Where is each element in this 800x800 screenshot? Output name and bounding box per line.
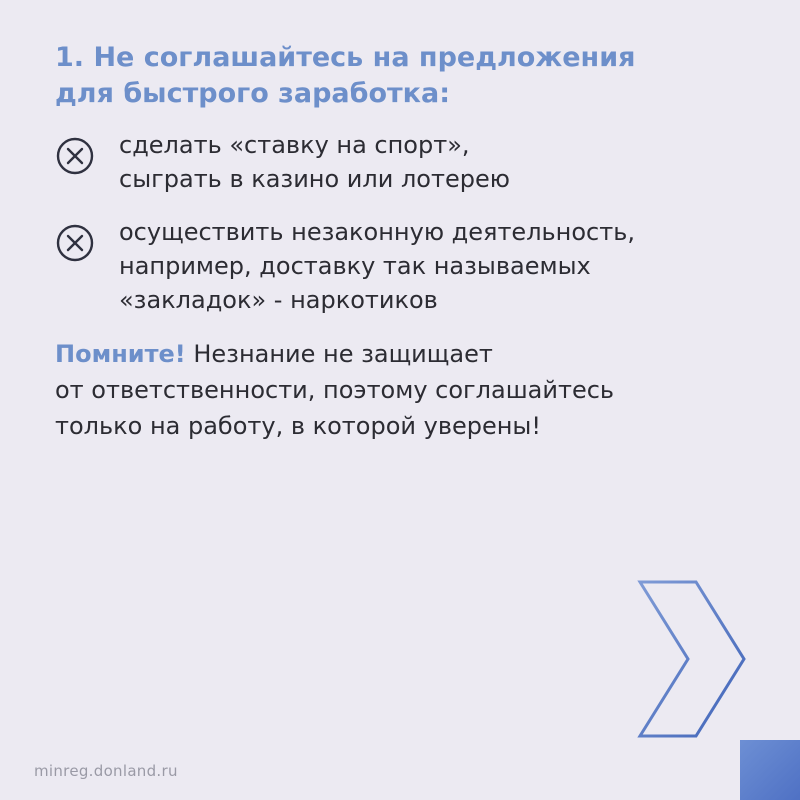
site-url: minreg.donland.ru: [34, 762, 178, 780]
cross-circle-icon: [55, 223, 95, 263]
list-item-text: [119, 215, 635, 317]
list-item: [55, 215, 635, 317]
title-line-1: 1. Не соглашайтесь на предложения: [55, 42, 636, 73]
list-item-line: например, доставку так называемых: [119, 252, 591, 280]
list-item: [55, 128, 510, 196]
note-line-1-rest: Незнание не защищает: [185, 340, 493, 368]
note-line-3: только на работу, в которой уверены!: [55, 412, 541, 440]
list-item-text: [119, 128, 510, 196]
list-item-line: «закладок» - наркотиков: [119, 286, 438, 314]
note-line-2: от ответственности, поэтому соглашайтесь: [55, 376, 615, 404]
title-line-2: для быстрого заработка:: [55, 78, 451, 109]
cross-circle-icon: [55, 136, 95, 176]
list-item-line: сделать «ставку на спорт»,: [119, 131, 470, 159]
note-accent: Помните!: [55, 340, 186, 368]
corner-accent: [740, 740, 800, 800]
list-item-line: сыграть в казино или лотерею: [119, 165, 510, 193]
note-line-1: [55, 336, 614, 372]
list-item-line: осуществить незаконную деятельность,: [119, 218, 635, 246]
reminder-note: [55, 336, 614, 444]
page-title: [55, 40, 635, 112]
chevron-right-icon[interactable]: [636, 578, 748, 740]
